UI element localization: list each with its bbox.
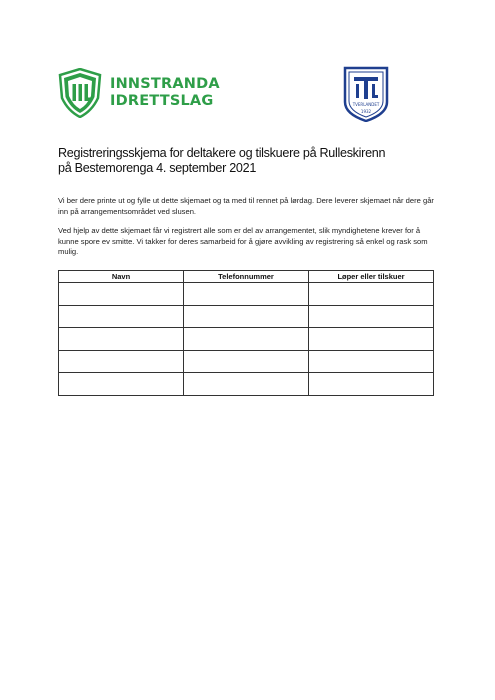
title-line-1: Registreringsskjema for deltakere og tilskuere på Rulleskirenn <box>58 146 386 160</box>
role-cell[interactable] <box>309 373 434 396</box>
name-cell[interactable] <box>59 328 184 351</box>
tverlandet-shield-icon <box>343 66 389 122</box>
registration-table <box>58 270 434 396</box>
paragraph-instructions: Vi ber dere printe ut og fylle ut dette skjemaet og ta med til rennet på lørdag. Dere leverer skjemaet når dere går inn på arrangementsområdet ved slusen. <box>58 196 434 216</box>
paragraph-purpose: Ved hjelp av dette skjemaet får vi registrert alle som er del av arrangementet, slik myndighetene krever for å kunne spore ev smitte. Vi takker for deres samarbeid for å gjøre avvikling av registrering så enkel og rask som mulig. <box>58 226 428 256</box>
phone-cell[interactable] <box>184 283 309 306</box>
document-title <box>58 146 385 176</box>
title-line-2: på Bestemorenga 4. september 2021 <box>58 161 257 175</box>
role-cell[interactable] <box>309 328 434 351</box>
phone-cell[interactable] <box>184 305 309 328</box>
name-cell[interactable] <box>59 305 184 328</box>
tverlandet-logo <box>343 66 389 127</box>
innstranda-shield-icon <box>58 68 102 118</box>
role-cell[interactable] <box>309 350 434 373</box>
org-name-line2: IDRETTSLAG <box>110 93 214 109</box>
name-cell[interactable] <box>59 373 184 396</box>
phone-cell[interactable] <box>184 328 309 351</box>
phone-cell[interactable] <box>184 373 309 396</box>
role-cell[interactable] <box>309 305 434 328</box>
logo-arc-text: TVERLANDET <box>352 102 380 107</box>
column-header-phone: Telefonnummer <box>184 271 309 283</box>
table-row <box>59 350 434 373</box>
phone-cell[interactable] <box>184 350 309 373</box>
role-cell[interactable] <box>309 283 434 306</box>
innstranda-logo <box>58 68 220 118</box>
table-row <box>59 328 434 351</box>
column-header-name: Navn <box>59 271 184 283</box>
table-header-row <box>59 271 434 283</box>
table-row <box>59 373 434 396</box>
table-row <box>59 283 434 306</box>
name-cell[interactable] <box>59 283 184 306</box>
org-name-line1: INNSTRANDA <box>110 76 220 92</box>
column-header-role: Løper eller tilskuer <box>309 271 434 283</box>
logo-year: 1932 <box>360 109 372 114</box>
table-row <box>59 305 434 328</box>
name-cell[interactable] <box>59 350 184 373</box>
